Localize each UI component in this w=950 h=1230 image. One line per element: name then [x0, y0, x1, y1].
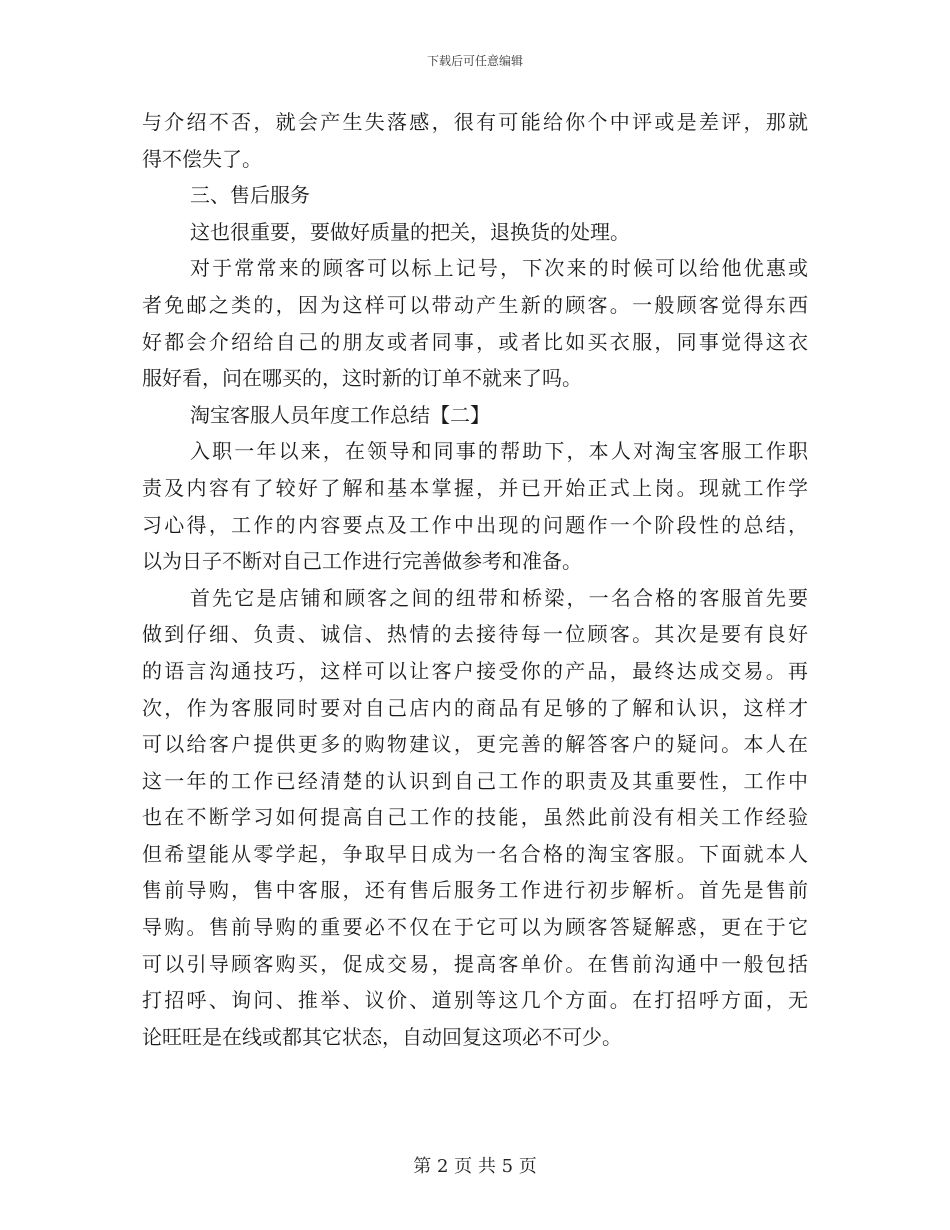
- text-line: 入职一年以来，在领导和同事的帮助下，本人对淘宝客服工作职: [190, 439, 808, 464]
- text-line: 首先它是店铺和顾客之间的纽带和桥梁，一名合格的客服首先要: [190, 585, 808, 610]
- text-line: 与介绍不否，就会产生失落感，很有可能给你个中评或是差评，那就: [142, 110, 808, 134]
- text-line: 但希望能从零学起，争取早日成为一名合格的淘宝客服。下面就本人: [142, 841, 808, 866]
- text-line: 这一年的工作已经清楚的认识到自己工作的职责及其重要性，工作中: [142, 768, 808, 793]
- text-line: 责及内容有了较好了解和基本掌握，并已开始正式上岗。现就工作学: [142, 475, 808, 500]
- text-line: 对于常常来的顾客可以标上记号，下次来的时候可以给他优惠或: [190, 256, 808, 281]
- text-line: 做到仔细、负责、诚信、热情的去接待每一位顾客。其次是要有良好: [142, 622, 808, 647]
- text-line: 论旺旺是在线或都其它状态，自动回复这项必不可少。: [142, 1024, 622, 1049]
- text-line: 可以给客户提供更多的购物建议，更完善的解答客户的疑问。本人在: [142, 732, 808, 757]
- text-line: 得不偿失了。: [142, 146, 262, 171]
- page-header: 下载后可任意编辑: [426, 54, 523, 68]
- text-line: 可以引导顾客购买，促成交易，提高客单价。在售前沟通中一般包括: [142, 951, 808, 976]
- text-line: 服好看，问在哪买的，这时新的订单不就来了吗。: [142, 366, 582, 391]
- text-line: 者免邮之类的，因为这样可以带动产生新的顾客。一般顾客觉得东西: [142, 292, 808, 317]
- text-line: 次，作为客服同时要对自己店内的商品有足够的了解和认识，这样才: [142, 695, 808, 720]
- text-line: 习心得，工作的内容要点及工作中出现的问题作一个阶段性的总结，: [142, 512, 808, 537]
- text-line: 的语言沟通技巧，这样可以让客户接受你的产品，最终达成交易。再: [142, 658, 808, 683]
- text-line: 打招呼、询问、推举、议价、道别等这几个方面。在打招呼方面，无: [142, 988, 808, 1013]
- text-line: 好都会介绍给自己的朋友或者同事，或者比如买衣服，同事觉得这衣: [142, 329, 808, 354]
- text-line: 淘宝客服人员年度工作总结【二】: [190, 402, 490, 427]
- document-body: [142, 104, 808, 1055]
- text-line: 售前导购，售中客服，还有售后服务工作进行初步解析。首先是售前: [142, 878, 808, 903]
- text-line: 三、售后服务: [190, 183, 310, 208]
- text-line: 以为日子不断对自己工作进行完善做参考和准备。: [142, 549, 582, 574]
- page-number-footer: 第 2 页 共 5 页: [413, 1156, 537, 1177]
- text-line: 也在不断学习如何提高自己工作的技能，虽然此前没有相关工作经验: [142, 805, 808, 830]
- text-line: 导购。售前导购的重要必不仅在于它可以为顾客答疑解惑，更在于它: [142, 915, 808, 940]
- text-line: 这也很重要，要做好质量的把关，退换货的处理。: [190, 219, 630, 244]
